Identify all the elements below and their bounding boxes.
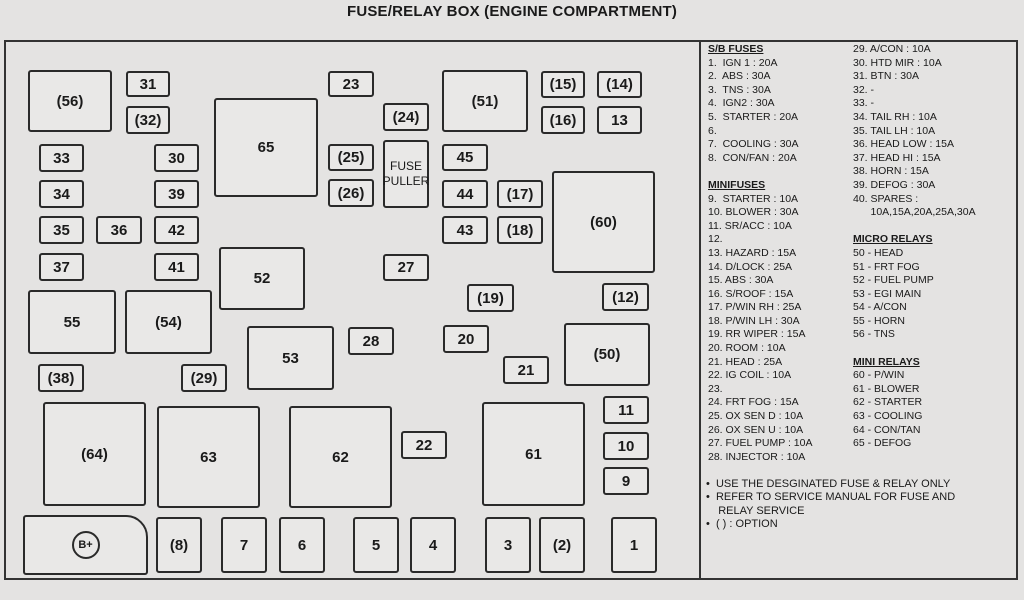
legend-entry: 34. TAIL RH : 10A (853, 110, 937, 123)
legend-entry: 11. SR/ACC : 10A (708, 219, 792, 232)
legend-heading: S/B FUSES (708, 43, 764, 55)
legend-entry: 12. (708, 233, 723, 246)
fuse-4: 4 (410, 517, 456, 573)
fuse-39: 39 (154, 180, 199, 208)
note-line: • REFER TO SERVICE MANUAL FOR FUSE AND (706, 491, 956, 504)
legend-entry (853, 220, 976, 234)
fuse-5: 5 (353, 517, 399, 573)
battery-terminal (23, 515, 148, 575)
relay-55: 55 (28, 290, 116, 354)
legend-entry: 61 - BLOWER (853, 382, 920, 395)
legend-entry: 13. HAZARD : 15A (708, 246, 797, 259)
legend-entry: 35. TAIL LH : 10A (853, 124, 936, 137)
fuse-20: 20 (443, 325, 489, 353)
fuse-puller-label-1: FUSE (389, 159, 422, 173)
legend-entry: 36. HEAD LOW : 15A (853, 138, 954, 151)
legend-entry: 33. - (853, 97, 875, 110)
fuse-14: (14) (597, 71, 642, 98)
legend-entry (853, 342, 976, 356)
fuse-16: (16) (541, 106, 585, 134)
notes (706, 478, 955, 531)
legend-entry: 52 - FUEL PUMP (853, 274, 934, 287)
relay-60: (60) (552, 171, 655, 273)
legend-entry: 62 - STARTER (853, 396, 923, 409)
diagram-title: FUSE/RELAY BOX (ENGINE COMPARTMENT) (346, 3, 678, 20)
legend-entry: 31. BTN : 30A (853, 70, 919, 83)
fuse-28: 28 (348, 327, 394, 355)
legend-entry: 2. ABS : 30A (708, 70, 771, 83)
fuse-43: 43 (442, 216, 488, 244)
legend-entry: 53 - EGI MAIN (853, 287, 922, 300)
legend-entry: 16. S/ROOF : 15A (708, 287, 794, 300)
legend-entry: 26. OX SEN U : 10A (708, 423, 804, 436)
legend-entry: 37. HEAD HI : 15A (853, 151, 941, 164)
legend-entry: 63 - COOLING (853, 410, 923, 423)
relay-65: 65 (214, 98, 318, 197)
fuse-1: 1 (611, 517, 657, 573)
legend-entry: 14. D/LOCK : 25A (708, 260, 793, 273)
legend-entry: 29. A/CON : 10A (853, 43, 931, 55)
legend-entry: 18. P/WIN LH : 30A (708, 314, 800, 327)
legend-entry: 21. HEAD : 25A (708, 355, 783, 368)
relay-64: (64) (43, 402, 146, 506)
fuse-26: (26) (328, 179, 374, 207)
legend-entry: 64 - CON/TAN (853, 423, 921, 436)
relay-56: (56) (28, 70, 112, 132)
legend-entry: 20. ROOM : 10A (708, 342, 786, 355)
fuse-21: 21 (503, 356, 549, 384)
fuse-30: 30 (154, 144, 199, 172)
fuse-27: 27 (383, 254, 429, 281)
relay-63: 63 (157, 406, 260, 508)
fuse-41: 41 (154, 253, 199, 281)
fuse-22: 22 (401, 431, 447, 459)
legend-entry: 5. STARTER : 20A (708, 110, 799, 123)
fuse-44: 44 (442, 180, 488, 208)
legend-entry: 28. INJECTOR : 10A (708, 450, 806, 463)
fuse-33: 33 (39, 144, 84, 172)
legend-entry: 25. OX SEN D : 10A (708, 410, 804, 423)
legend-entry: 24. FRT FOG : 15A (708, 396, 799, 409)
legend-entry: 7. COOLING : 30A (708, 138, 799, 151)
legend-entry: 3. TNS : 30A (708, 83, 771, 96)
fuse-19: (19) (467, 284, 514, 312)
legend-entry: 38. HORN : 15A (853, 165, 929, 178)
legend-entry: 15. ABS : 30A (708, 274, 774, 287)
legend-divider (699, 41, 701, 579)
fuse-45: 45 (442, 144, 488, 171)
legend-entry: 50 - HEAD (853, 246, 904, 259)
relay-61: 61 (482, 402, 585, 506)
legend-entry: 32. - (853, 83, 875, 96)
fuse-42: 42 (154, 216, 199, 244)
legend-entry: 55 - HORN (853, 314, 905, 327)
legend-entry: 1. IGN 1 : 20A (708, 56, 778, 69)
legend-entry: 27. FUEL PUMP : 10A (708, 437, 813, 450)
note-line: RELAY SERVICE (706, 504, 805, 517)
legend-entry: 19. RR WIPER : 15A (708, 328, 806, 341)
relay-62: 62 (289, 406, 392, 508)
legend-entry: 54 - A/CON (853, 301, 907, 314)
legend-entry: 60 - P/WIN (853, 369, 905, 382)
relay-50: (50) (564, 323, 650, 386)
legend-entry: 10A,15A,20A,25A,30A (853, 206, 976, 219)
relay-52: 52 (219, 247, 305, 310)
fuse-24: (24) (383, 103, 429, 131)
legend-left (708, 43, 812, 464)
fuse-17: (17) (497, 180, 543, 208)
fuse-puller-label-2: PULLER (382, 174, 430, 188)
fuse-38: (38) (38, 364, 84, 392)
relay-54: (54) (125, 290, 212, 354)
note-line: • ( ) : OPTION (706, 517, 778, 530)
legend-heading: MINIFUSES (708, 178, 766, 191)
battery-plus-icon: B+ (72, 531, 100, 559)
legend-entry: 6. (708, 124, 717, 137)
fuse-36: 36 (96, 216, 142, 244)
fuse-32: (32) (126, 106, 170, 134)
fuse-13: 13 (597, 106, 642, 134)
fuse-6: 6 (279, 517, 325, 573)
legend-right (853, 43, 976, 451)
fuse-15: (15) (541, 71, 585, 98)
legend-entry: 17. P/WIN RH : 25A (708, 301, 802, 314)
fuse-29: (29) (181, 364, 227, 392)
relay-53: 53 (247, 326, 334, 390)
legend-entry: 51 - FRT FOG (853, 260, 920, 273)
legend-entry: 22. IG COIL : 10A (708, 369, 792, 382)
fuse-37: 37 (39, 253, 84, 281)
fuse-11: 11 (603, 396, 649, 424)
fuse-25: (25) (328, 144, 374, 171)
legend-entry: 40. SPARES : (853, 192, 919, 205)
fuse-18: (18) (497, 216, 543, 244)
legend-entry: 65 - DEFOG (853, 437, 912, 450)
fuse-23: 23 (328, 71, 374, 97)
fuse-12: (12) (602, 283, 649, 311)
legend-entry: 23. (708, 382, 723, 395)
legend-entry (708, 165, 812, 179)
legend-heading: MINI RELAYS (853, 355, 920, 368)
fuse-34: 34 (39, 180, 84, 208)
legend-entry: 9. STARTER : 10A (708, 192, 799, 205)
fuse-10: 10 (603, 432, 649, 460)
note-line: • USE THE DESGINATED FUSE & RELAY ONLY (706, 478, 951, 490)
fuse-31: 31 (126, 71, 170, 97)
legend-entry: 10. BLOWER : 30A (708, 206, 799, 219)
fuse-puller (383, 140, 429, 208)
fuse-35: 35 (39, 216, 84, 244)
legend-entry: 39. DEFOG : 30A (853, 178, 936, 191)
relay-51: (51) (442, 70, 528, 132)
legend-entry: 8. CON/FAN : 20A (708, 151, 797, 164)
fuse-2: (2) (539, 517, 585, 573)
legend-entry: 4. IGN2 : 30A (708, 97, 775, 110)
fuse-9: 9 (603, 467, 649, 495)
legend-heading: MICRO RELAYS (853, 233, 933, 246)
fuse-3: 3 (485, 517, 531, 573)
legend-entry: 56 - TNS (853, 328, 895, 341)
legend-entry: 30. HTD MIR : 10A (853, 56, 942, 69)
fuse-8: (8) (156, 517, 202, 573)
fuse-7: 7 (221, 517, 267, 573)
